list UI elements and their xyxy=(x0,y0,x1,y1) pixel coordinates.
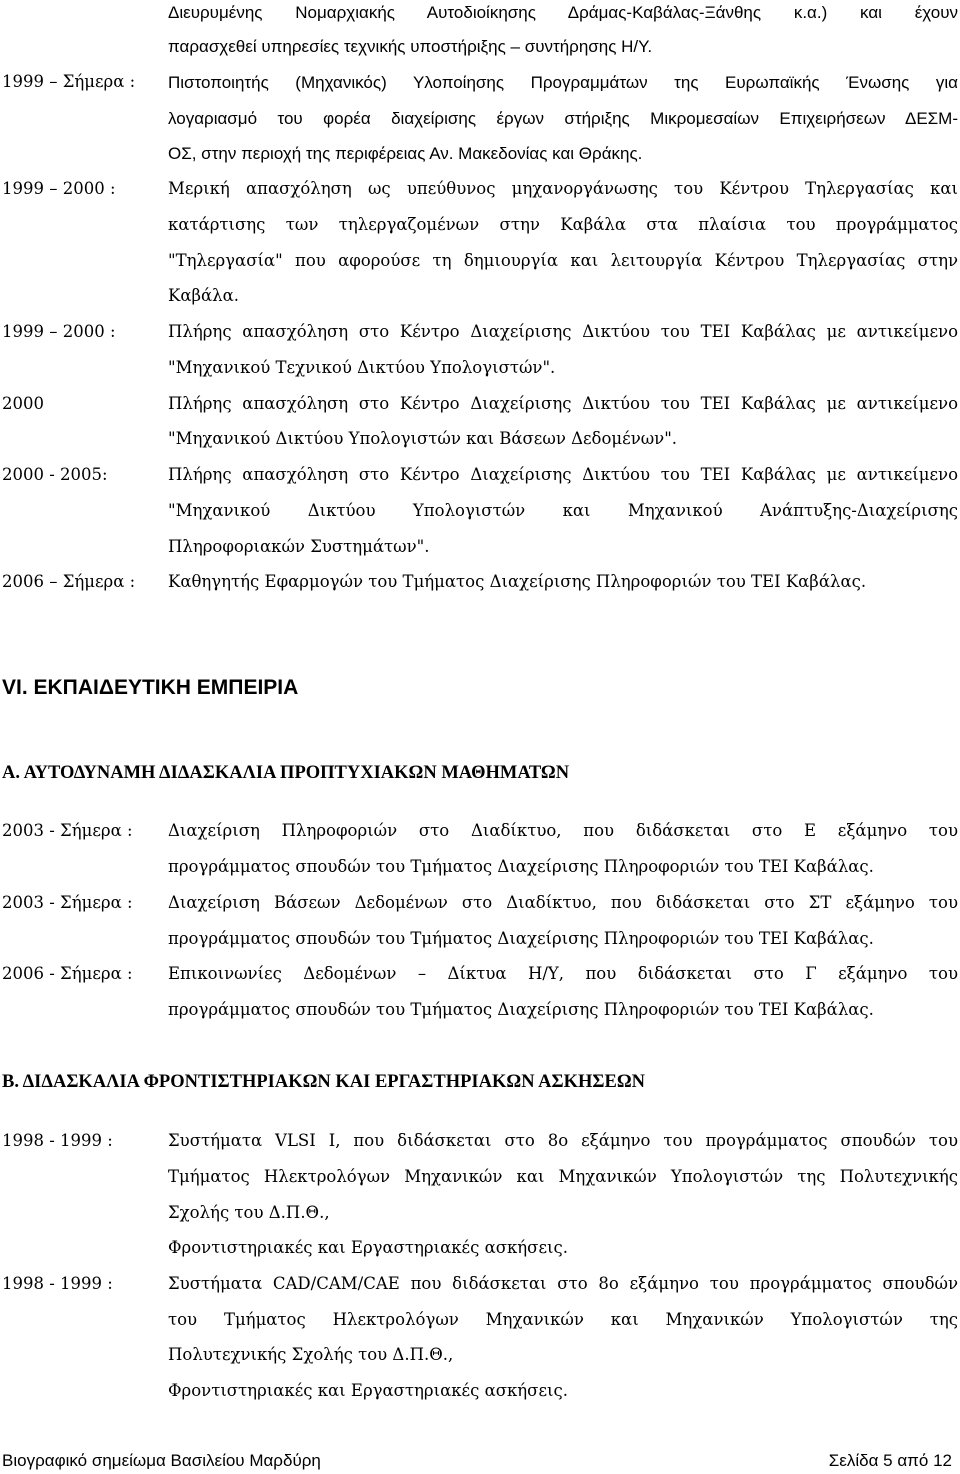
entry-date-label: 1998 - 1999 : xyxy=(2,1131,113,1150)
entry-text-line: Πληροφοριακών Συστημάτων". xyxy=(168,537,430,556)
entry-text-line: "Μηχανικού Δικτύου Υπολογιστών και Βάσεων Δεδομένων". xyxy=(168,429,678,448)
entry-text-line: λογαριασμό του φορέα διαχείρισης έργων στήριξης Μικρομεσαίων Επιχειρήσεων ΔΕΣΜ- xyxy=(168,109,958,128)
entry-text-line: προγράμματος σπουδών του Τμήματος Διαχείρισης Πληροφοριών του ΤΕΙ Καβάλας. xyxy=(168,929,874,948)
footer-document-title: Βιογραφικό σημείωμα Βασιλείου Μαρδύρη xyxy=(2,1451,321,1470)
entry-date-label: 1999 – Σήμερα : xyxy=(2,72,136,91)
continuation-line-2: παρασχεθεί υπηρεσίες τεχνικής υποστήριξης – συντήρησης Η/Υ. xyxy=(168,37,653,56)
entry-date-label: 1999 – 2000 : xyxy=(2,322,116,341)
entry-text-line: Τμήματος Ηλεκτρολόγων Μηχανικών και Μηχανικών Υπολογιστών της Πολυτεχνικής xyxy=(168,1167,958,1186)
entry-text-line: προγράμματος σπουδών του Τμήματος Διαχείρισης Πληροφοριών του ΤΕΙ Καβάλας. xyxy=(168,857,874,876)
entry-text-line: "Μηχανικού Τεχνικού Δικτύου Υπολογιστών". xyxy=(168,358,556,377)
entry-text-line: Διαχείριση Πληροφοριών στο Διαδίκτυο, που διδάσκεται στο Ε εξάμηνο του xyxy=(168,821,958,840)
entry-date-label: 2000 - 2005: xyxy=(2,465,108,484)
entry-date-label: 2000 xyxy=(2,394,44,413)
entry-text-line: Καβάλα. xyxy=(168,286,239,305)
entry-text-line: Σχολής του Δ.Π.Θ., xyxy=(168,1203,330,1222)
continuation-line-1: Διευρυμένης Νομαρχιακής Αυτοδιοίκησης Δράμας-Καβάλας-Ξάνθης κ.α.) και έχουν xyxy=(168,3,958,22)
entry-date-label: 2006 - Σήμερα : xyxy=(2,964,133,983)
entry-text-line: Πιστοποιητής (Μηχανικός) Υλοποίησης Προγραμμάτων της Ευρωπαϊκής Ένωσης για xyxy=(168,73,958,92)
entry-date-label: 2003 - Σήμερα : xyxy=(2,893,133,912)
entry-text-line: "Μηχανικού Δικτύου Υπολογιστών και Μηχανικού Ανάπτυξης-Διαχείρισης xyxy=(168,501,958,520)
entry-date-label: 1998 - 1999 : xyxy=(2,1274,113,1293)
entry-text-line: Καθηγητής Εφαρμογών του Τμήματος Διαχείρισης Πληροφοριών του ΤΕΙ Καβάλας. xyxy=(168,572,867,591)
footer-page-number: Σελίδα 5 από 12 xyxy=(828,1451,952,1470)
entry-text-line: "Τηλεργασία" που αφορούσε τη δημιουργία και λειτουργία Κέντρου Τηλεργασίας στην xyxy=(168,251,958,270)
entry-text-line: Φροντιστηριακές και Εργαστηριακές ασκήσεις. xyxy=(168,1381,568,1400)
entry-text-line: Επικοινωνίες Δεδομένων – Δίκτυα Η/Υ, που διδάσκεται στο Γ εξάμηνο του xyxy=(168,964,958,983)
subsection-title: Β. ΔΙΔΑΣΚΑΛΙΑ ΦΡΟΝΤΙΣΤΗΡΙΑΚΩΝ ΚΑΙ ΕΡΓΑΣΤΗΡΙΑΚΩΝ ΑΣΚΗΣΕΩΝ xyxy=(2,1072,646,1092)
entry-text-line: ΟΣ, στην περιοχή της περιφέρειας Αν. Μακεδονίας και Θράκης. xyxy=(168,144,643,163)
entry-text-line: Πολυτεχνικής Σχολής του Δ.Π.Θ., xyxy=(168,1345,454,1364)
entry-text-line: Συστήματα VLSI I, που διδάσκεται στο 8ο εξάμηνο του προγράμματος σπουδών του xyxy=(168,1131,958,1150)
entry-text-line: Πλήρης απασχόληση στο Κέντρο Διαχείρισης Δικτύου του ΤΕΙ Καβάλας με αντικείμενο xyxy=(168,465,958,484)
subsection-title: Α. ΑΥΤΟΔΥΝΑΜΗ ΔΙΔΑΣΚΑΛΙΑ ΠΡΟΠΤΥΧΙΑΚΩΝ ΜΑΘΗΜΑΤΩΝ xyxy=(2,763,570,783)
entry-text-line: προγράμματος σπουδών του Τμήματος Διαχείρισης Πληροφοριών του ΤΕΙ Καβάλας. xyxy=(168,1000,874,1019)
entry-text-line: Φροντιστηριακές και Εργαστηριακές ασκήσεις. xyxy=(168,1238,568,1257)
entry-text-line: Πλήρης απασχόληση στο Κέντρο Διαχείρισης Δικτύου του ΤΕΙ Καβάλας με αντικείμενο xyxy=(168,394,958,413)
entry-text-line: Μερική απασχόληση ως υπεύθυνος μηχανοργάνωσης του Κέντρου Τηλεργασίας και xyxy=(168,179,958,198)
entry-date-label: 2003 - Σήμερα : xyxy=(2,821,133,840)
entry-date-label: 1999 – 2000 : xyxy=(2,179,116,198)
section-title: VI. ΕΚΠΑΙΔΕΥΤΙΚΗ ΕΜΠΕΙΡΙΑ xyxy=(2,676,299,699)
entry-date-label: 2006 – Σήμερα : xyxy=(2,572,136,591)
entry-text-line: Συστήματα CAD/CAM/CAE που διδάσκεται στο 8ο εξάμηνο του προγράμματος σπουδών xyxy=(168,1274,958,1293)
entry-text-line: Διαχείριση Βάσεων Δεδομένων στο Διαδίκτυο, που διδάσκεται στο ΣΤ εξάμηνο του xyxy=(168,893,958,912)
entry-text-line: Πλήρης απασχόληση στο Κέντρο Διαχείρισης Δικτύου του ΤΕΙ Καβάλας με αντικείμενο xyxy=(168,322,958,341)
entry-text-line: του Τμήματος Ηλεκτρολόγων Μηχανικών και Μηχανικών Υπολογιστών της xyxy=(168,1310,958,1329)
entry-text-line: κατάρτισης των τηλεργαζομένων στην Καβάλα στα πλαίσια του προγράμματος xyxy=(168,215,958,234)
